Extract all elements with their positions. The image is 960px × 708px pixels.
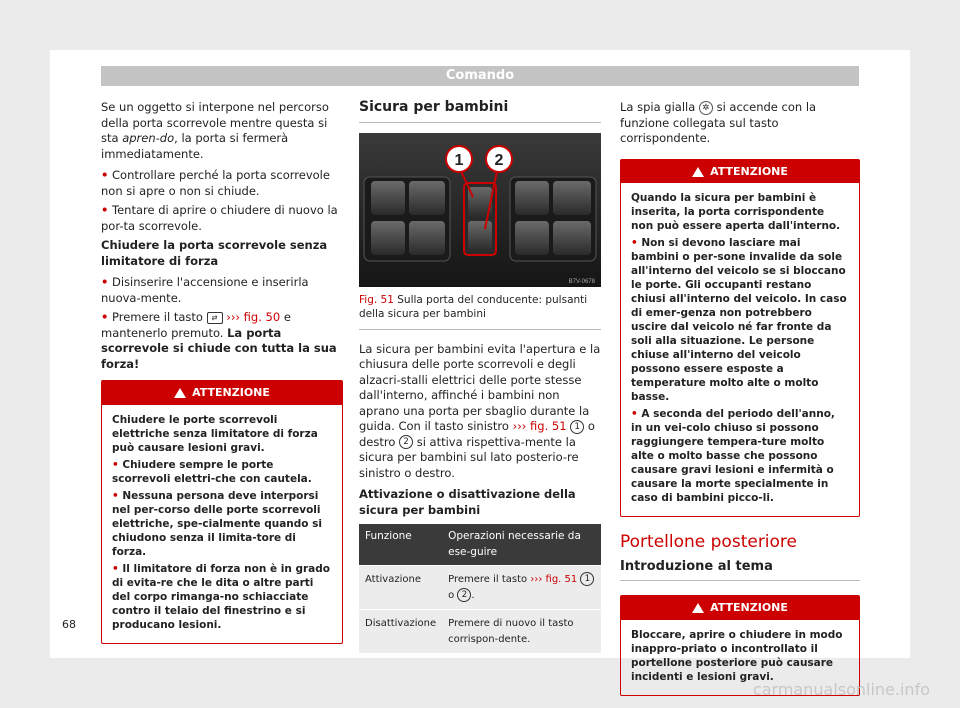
page-number: 68 [62, 618, 76, 631]
figure-callout-2: 2 [494, 151, 504, 169]
warning-text: Quando la sicura per bambini è inserita, la porta corrispondente non può essere aperta dall'interno. [631, 192, 841, 232]
warning-triangle-icon [692, 603, 704, 613]
function-table [359, 524, 601, 653]
warning-bullet: • A seconda del periodo dell'anno, in un vei-colo chiuso si possono raggiungere tempera-ture molto alte o molto basse che possono causare gravi lesioni e infermità o causare la morte specialmente in caso di bambini picco-li. [631, 408, 835, 504]
warning-text: Chiudere le porte scorrevoli elettriche senza limitatore di forza può causare lesioni gravi. [112, 413, 318, 454]
subheading: Attivazione o disattivazione della sicura per bambini [359, 487, 576, 517]
warning-bullet: • Chiudere sempre le porte scorrevoli elettri-che con cautela. [112, 458, 312, 485]
table-header: Funzione [359, 524, 442, 566]
figure-code: B7V-0678 [568, 278, 595, 285]
table-row: Attivazione Premere il tasto ››› fig. 51 1 o 2 . [359, 566, 601, 610]
warning-header: ATTENZIONE [621, 596, 859, 620]
column-2 [359, 100, 601, 653]
sliding-door-button-icon: ⇄ [207, 312, 223, 324]
section-title: Introduzione al tema [620, 559, 860, 582]
figure-image [359, 133, 601, 287]
fig-link[interactable]: ››› fig. 50 [226, 310, 281, 324]
paragraph: La sicura per bambini evita l'apertura e la chiusura delle porte scorrevoli e degli alzacri-stalli elettrici delle porte stesse dall'interno, affinché i bambini non aprano una porta per sbaglio durante la guida. Con il tasto sinistro ››› fig. 51 1 o destro 2 si attiva rispettiva-mente la sicura per bambini sul lato posterio-re sinistro o destro. [359, 341, 601, 480]
warning-triangle-icon [174, 388, 186, 398]
bullet: • Premere il tasto ⇄ ››› fig. 50 e mantenerlo premuto. La porta scorrevole si chiude con tutta la sua forza! [101, 310, 337, 371]
watermark: carmanualsonline.info [752, 680, 930, 699]
chapter-title: Portellone posteriore [620, 532, 798, 552]
column-1 [101, 100, 343, 644]
door-panel-illustration [359, 133, 601, 287]
warning-bullet: • Il limitatore di forza non è in grado di evita-re che le dita o altre parti del corpo rimanga-no schiacciate contro il telaio del finestrino e si producano lesioni. [112, 562, 330, 631]
child-lock-warning-light-icon: ✲ [699, 101, 713, 115]
warning-header: ATTENZIONE [102, 381, 342, 405]
warning-box [101, 380, 343, 644]
column-3 [620, 100, 860, 696]
warning-header: ATTENZIONE [621, 160, 859, 184]
warning-bullet: • Nessuna persona deve interporsi nel per-corso delle porte scorrevoli elettriche, spe-cialmente quando si chiudono senza il limita-tore di forza. [112, 489, 322, 558]
fig-link[interactable]: ››› fig. 51 [530, 574, 578, 585]
warning-box [620, 159, 860, 518]
subheading: Chiudere la porta scorrevole senza limitatore di forza [101, 238, 328, 268]
figure-caption: Fig. 51 Sulla porta del conducente: pulsanti della sicura per bambini [359, 287, 601, 330]
paragraph: La spia gialla ✲ si accende con la funzione collegata sul tasto corrispondente. [620, 100, 817, 145]
bullet: • Controllare perché la porta scorrevole non si apre o non si chiude. [101, 168, 330, 198]
warning-bullet: • Non si devono lasciare mai bambini o per-sone invalide da sole all'interno del veicolo se si bloccano le porte. Gli occupanti restano chiusi all'interno del veicolo. In caso di emer-genza non potrebbero uscire dal veicolo né far fronte da soli alla situazione. Le persone chiuse all'interno del veicolo possono essere esposte a temperature molto alte o molto basse. [631, 237, 847, 403]
bullet: • Tentare di aprire o chiudere di nuovo la por-ta scorrevole. [101, 203, 338, 233]
table-row: Disattivazione Premere di nuovo il tasto corrispon-dente. [359, 610, 601, 654]
fig-link[interactable]: ››› fig. 51 [512, 419, 567, 433]
figure-callout-1: 1 [454, 151, 464, 169]
warning-triangle-icon [692, 167, 704, 177]
bullet: • Disinserire l'accensione e inserirla nuova-mente. [101, 275, 309, 305]
section-title: Sicura per bambini [359, 100, 601, 123]
table-header: Operazioni necessarie da ese-guire [442, 524, 601, 566]
paragraph: Se un oggetto si interpone nel percorso della porta scorrevole mentre questa si sta apren-do, la porta si fermerà immediatamente. [101, 100, 329, 161]
warning-text: Bloccare, aprire o chiudere in modo inappro-priato o incontrollato il portellone posteriore può causare incidenti e lesioni gravi. [631, 628, 843, 683]
page-header: Comando [101, 66, 859, 86]
